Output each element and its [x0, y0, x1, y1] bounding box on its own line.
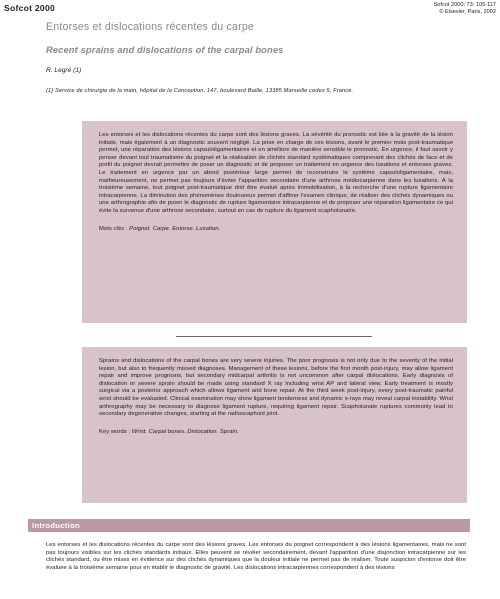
keywords-french: [99, 226, 453, 234]
abstract-english: [82, 347, 467, 503]
publisher-line: © Elsevier, Paris, 2002: [439, 9, 496, 15]
abstract-french: [82, 121, 467, 323]
introduction-paragraph: Les entorses et les dislocations récentes du carpe sont des lésions graves. Les entorses du poignet correspondent à des lésions ligamentaires, mais ne sont pas toujours visibles sur les clichés standards initiaux. Elles peuvent se révéler secondairement, devant l'apparition d'une disjonction intracarpienne sur les clichés standard, ou être mises en évidence sur des clichés dynamiques que la douleur initiale ne permet pas de réaliser. Toute suspicion d'entorse doit être évaluée à la troisième semaine pour en établir le diagnostic de gravité. Les dislocations intracarpiennes correspondent à des lésions: [46, 542, 466, 571]
affiliation: (1) Service de chirurgie de la main, hôpital de la Conception, 147, boulevard Baille, 13385 Marseille cedex 5, France.: [46, 88, 354, 94]
introduction-body: [46, 542, 466, 572]
keywords-english-values: Wrist. Carpal bones. Dislocation. Sprain.: [131, 428, 239, 435]
keywords-french-values: Poignet. Carpe. Entorse. Luxation.: [129, 225, 221, 232]
abstract-french-text: Les entorses et les dislocations récentes du carpe sont des lésions graves. La sévérité du pronostic est liée à la gravité de la lésion initiale, mais également à un diagnostic souvent négligé. La prise en charge de ces lésions, avant le premier mois post-traumatique permet, une réparation des lésions capsuloligamentaires et en améliore de manière sensible le pronostic. En urgence, il faut savoir y penser devant tout traumatisme du poignet et la réalisation de clichés standard systématiques comprenant des clichés de face et de profil du poignet devrait permettre de poser un diagnostic et de proposer un traitement en urgence des luxations et entorses graves. Le traitement en urgence par un abord postérieur large permet de reconstruire le système capsuloligamentaire, mais, malheureusement, ne permet pas toujours d'éviter l'apparition secondaire d'une arthrose médiocarpienne dans les luxations. À la troisième semaine, tout poignet post-traumatique doit être évalué après immobilisation, à la recherche d'une rupture ligamentaire intracarpienne. La diminution des phénomènes douloureux permet d'affiner l'examen clinique, de réaliser des clichés dynamiques ou une arthrographie afin de poser le diagnostic de rupture ligamentaire intracarpienne et de proposer une réparation ligamentaire ce qui évite la survenue d'une arthrose secondaire, surtout en cas de rupture du ligament scapholunaire.: [99, 132, 453, 214]
keywords-english: [99, 429, 453, 437]
citation-line: Sofcot 2000; 73: 105-117: [433, 2, 496, 8]
abstract-english-text: Sprains and dislocations of the carpal bones are very severe injuries. The poor prognosis is not only due to the severity of the initial lesion, but also to frequently missed diagnoses. Management of these lesions, before the first month post-injury, may allow ligament repair and improve prognosis, but secondary midcarpal arthritis is not uncommon after carpal dislocations. Early diagnosis of dislocation or severe sprain should be made using standard X ray including wrist AP and lateral view. Early treatment is mostly surgical via a posterior approach which allows ligament and bone repair. At the third week post-injury, every post-traumatic painful wrist should be evaluated. Clinical examination may show ligament tenderness and dynamic x-rays may reveal carpal instability. Wrist arthrography may be necessary to diagnose ligament rupture, requiring ligament repair. Scapholunate ruptures commonly lead to secondary degenerative changes, starting at the radioscaphoid joint.: [99, 358, 453, 418]
citation-block: [434, 2, 496, 16]
keywords-english-label: Key words :: [99, 428, 131, 435]
article-subtitle: Recent sprains and dislocations of the carpal bones: [46, 44, 284, 55]
introduction-heading: Introduction: [28, 519, 470, 532]
journal-name: Sofcot 2000: [4, 3, 56, 13]
abstract-separator: [176, 336, 372, 337]
authors: R. Legré (1): [46, 67, 82, 74]
keywords-french-label: Mots clés :: [99, 225, 128, 232]
article-title: Entorses et dislocations récentes du carpe: [46, 21, 255, 33]
